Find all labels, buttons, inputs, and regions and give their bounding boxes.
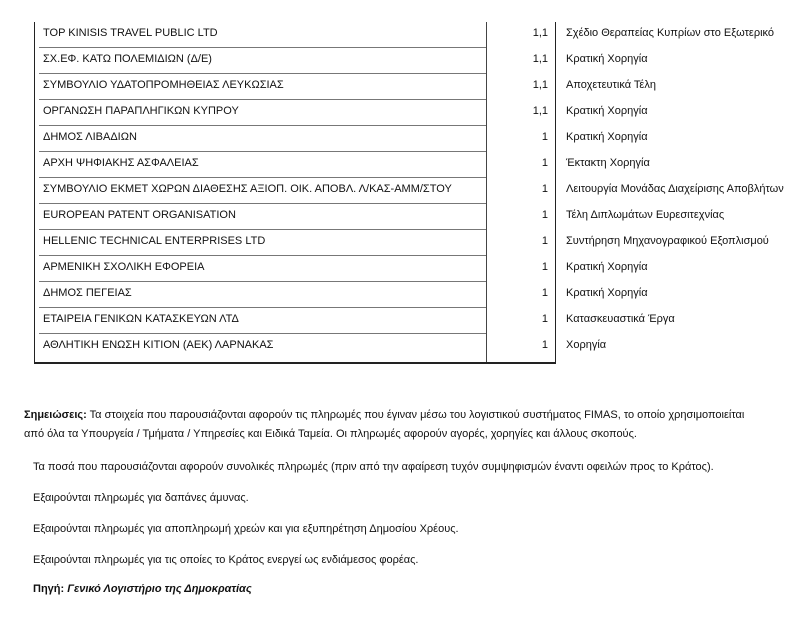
- table-row: [35, 22, 555, 48]
- notes-line-5: Εξαιρούνται πληρωμές για αποπληρωμή χρεών και για εξυπηρέτηση Δημοσίου Χρέους.: [33, 523, 459, 535]
- row-category: Τέλη Διπλωμάτων Ευρεσιτεχνίας: [566, 209, 725, 221]
- row-value: 1: [541, 339, 548, 351]
- row-name: TOP KINISIS TRAVEL PUBLIC LTD: [43, 27, 218, 39]
- table-row: [35, 152, 555, 178]
- row-name: ΟΡΓΑΝΩΣΗ ΠΑΡΑΠΛΗΓΙΚΩΝ ΚΥΠΡΟΥ: [43, 105, 239, 117]
- row-value: 1: [541, 235, 548, 247]
- row-category: Κατασκευαστικά Έργα: [566, 313, 675, 325]
- row-category: Κρατική Χορηγία: [566, 131, 648, 143]
- row-category: Σχέδιο Θεραπείας Κυπρίων στο Εξωτερικό: [566, 27, 775, 39]
- row-value: 1,1: [532, 79, 548, 91]
- notes-line-2: από όλα τα Υπουργεία / Τμήματα / Υπηρεσίες και Ειδικά Ταμεία. Οι πληρωμές αφορούν αγορές, χορηγίες και άλλους σκοπούς.: [24, 428, 637, 440]
- row-name: ΔΗΜΟΣ ΠΕΓΕΙΑΣ: [43, 287, 132, 299]
- source-line: [33, 583, 252, 595]
- table-row: [35, 230, 555, 256]
- table-row: [35, 308, 555, 334]
- row-name: ΣΧ.ΕΦ. ΚΑΤΩ ΠΟΛΕΜΙΔΙΩΝ (Δ/Ε): [43, 53, 212, 65]
- row-value: 1: [541, 209, 548, 221]
- notes-line-3: Τα ποσά που παρουσιάζονται αφορούν συνολικές πληρωμές (πριν από την αφαίρεση τυχόν συμψηφισμών έναντι οφειλών προς το Κράτος).: [33, 461, 714, 473]
- notes-line-1-text: Τα στοιχεία που παρουσιάζονται αφορούν τις πληρωμές που έγιναν μέσω του λογιστικού συστήματος FIMAS, το οποίο χρησιμοποιείται: [86, 409, 745, 421]
- row-category: Κρατική Χορηγία: [566, 261, 648, 273]
- row-category: Αποχετευτικά Τέλη: [566, 79, 656, 91]
- row-value: 1: [541, 131, 548, 143]
- row-name: ΕΤΑΙΡΕΙΑ ΓΕΝΙΚΩΝ ΚΑΤΑΣΚΕΥΩΝ ΛΤΔ: [43, 313, 239, 325]
- row-value: 1: [541, 157, 548, 169]
- row-category: Συντήρηση Μηχανογραφικού Εξοπλισμού: [566, 235, 769, 247]
- payments-table: [34, 22, 556, 364]
- row-category: Χορηγία: [566, 339, 607, 351]
- table-row: [35, 204, 555, 230]
- row-category: Λειτουργία Μονάδας Διαχείρισης Αποβλήτων: [566, 183, 784, 195]
- source-label: Πηγή:: [33, 583, 65, 595]
- notes-line-1: [24, 409, 744, 421]
- row-value: 1: [541, 183, 548, 195]
- row-name: ΑΡΧΗ ΨΗΦΙΑΚΗΣ ΑΣΦΑΛΕΙΑΣ: [43, 157, 199, 169]
- row-category: Κρατική Χορηγία: [566, 105, 648, 117]
- table-row: [35, 334, 555, 360]
- row-value: 1,1: [532, 27, 548, 39]
- table-row: [35, 126, 555, 152]
- row-category: Έκτακτη Χορηγία: [566, 157, 650, 169]
- notes-line-6: Εξαιρούνται πληρωμές για τις οποίες το Κράτος ενεργεί ως ενδιάμεσος φορέας.: [33, 554, 419, 566]
- table-row: [35, 74, 555, 100]
- source-text: Γενικό Λογιστήριο της Δημοκρατίας: [67, 583, 252, 595]
- row-category: Κρατική Χορηγία: [566, 287, 648, 299]
- row-value: 1: [541, 313, 548, 325]
- row-name: ΣΥΜΒΟΥΛΙΟ ΥΔΑΤΟΠΡΟΜΗΘΕΙΑΣ ΛΕΥΚΩΣΙΑΣ: [43, 79, 284, 91]
- table-row: [35, 100, 555, 126]
- row-value: 1,1: [532, 53, 548, 65]
- row-value: 1: [541, 261, 548, 273]
- table-row: [35, 48, 555, 74]
- row-value: 1,1: [532, 105, 548, 117]
- row-name: EUROPEAN PATENT ORGANISATION: [43, 209, 236, 221]
- table-row: [35, 282, 555, 308]
- row-value: 1: [541, 287, 548, 299]
- row-category: Κρατική Χορηγία: [566, 53, 648, 65]
- row-name: ΔΗΜΟΣ ΛΙΒΑΔΙΩΝ: [43, 131, 137, 143]
- row-name: ΑΡΜΕΝΙΚΗ ΣΧΟΛΙΚΗ ΕΦΟΡΕΙΑ: [43, 261, 205, 273]
- row-name: ΑΘΛΗΤΙΚΗ ΕΝΩΣΗ ΚΙΤΙΟΝ (ΑΕΚ) ΛΑΡΝΑΚΑΣ: [43, 339, 274, 351]
- table-row: [35, 256, 555, 282]
- notes-label: Σημειώσεις:: [24, 409, 87, 421]
- row-name: ΣΥΜΒΟΥΛΙΟ ΕΚΜΕΤ ΧΩΡΩΝ ΔΙΑΘΕΣΗΣ ΑΞΙΟΠ. ΟΙΚ. ΑΠΟΒΛ. Λ/ΚΑΣ-ΑΜΜ/ΣΤΟΥ: [43, 183, 452, 195]
- row-name: HELLENIC TECHNICAL ENTERPRISES LTD: [43, 235, 266, 247]
- table-row: [35, 178, 555, 204]
- notes-line-4: Εξαιρούνται πληρωμές για δαπάνες άμυνας.: [33, 492, 249, 504]
